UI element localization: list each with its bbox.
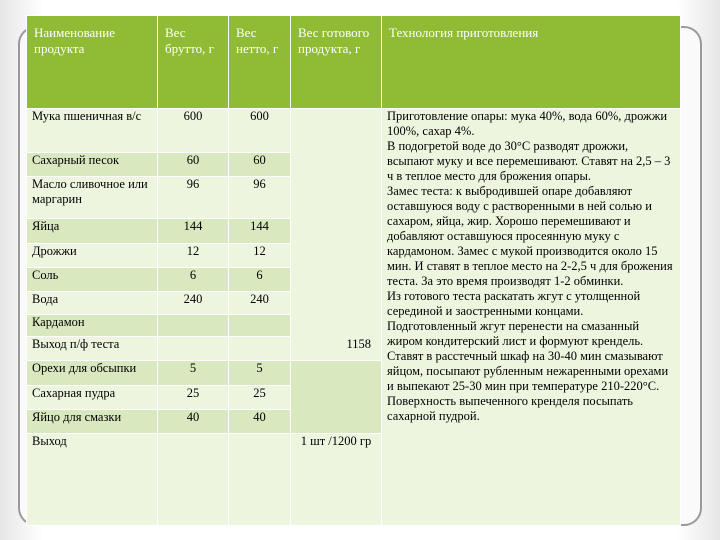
ingredient-name: Вода — [27, 292, 158, 315]
ingredient-brutto: 96 — [158, 177, 229, 219]
ingredient-netto: 25 — [229, 386, 291, 410]
ingredient-netto: 144 — [229, 219, 291, 244]
semi-output-name: Выход п/ф теста — [27, 337, 158, 361]
ingredient-netto: 60 — [229, 153, 291, 177]
header-tech: Технология приготовления — [382, 16, 681, 109]
header-ready: Вес готового продукта, г — [291, 16, 382, 109]
ingredient-brutto — [158, 315, 229, 337]
ingredient-netto: 6 — [229, 268, 291, 292]
empty-cell — [229, 434, 291, 526]
ingredient-name: Яйцо для смазки — [27, 410, 158, 434]
ingredient-name: Соль — [27, 268, 158, 292]
ingredient-brutto: 12 — [158, 244, 229, 268]
ingredient-netto: 40 — [229, 410, 291, 434]
ingredient-brutto: 25 — [158, 386, 229, 410]
ingredient-netto — [229, 315, 291, 337]
empty-cell — [229, 337, 291, 361]
technology-text: Приготовление опары: мука 40%, вода 60%, дрожжи 100%, сахар 4%. В подогретой воде до 30°С разводят дрожжи, всыпают муку и все перемешивают. Ставят на 2,5 – 3 ч в теплое место для брожения опары. Замес теста: к выбродившей опаре добавляют оставшуюся воду с растворенными в ней солью и сахаром, яйца, жир. Хорошо перемешивают и добавляют оставшуюся просеянную муку с кардамоном. Замес с мукой производится около 15 мин. И ставят в теплое место на 2-2,5 ч для брожения теста. За это время производят 1-2 обминки. Из готового теста раскатать жгут с утолщенной серединой и заостренными концами. Подготовленный жгут перенести на смазанный жиром кондитерский лист и формуют крендель. Ставят в расстечный шкаф на 30-40 мин смазывают яйцом, посыпают рубленным нежаренными орехами и выпекают 25-30 мин при температуре 210-220°С. Поверхность выпеченного кренделя посыпать сахарной пудрой. — [382, 109, 681, 526]
ingredient-name: Яйца — [27, 219, 158, 244]
ingredient-brutto: 240 — [158, 292, 229, 315]
recipe-table — [26, 15, 681, 526]
ingredient-netto: 96 — [229, 177, 291, 219]
ingredient-brutto: 5 — [158, 361, 229, 386]
table-row — [27, 109, 681, 153]
final-output-ready: 1 шт /1200 гр — [291, 434, 382, 526]
ingredient-name: Орехи для обсыпки — [27, 361, 158, 386]
header-brutto: Вес брутто, г — [158, 16, 229, 109]
ingredient-brutto: 60 — [158, 153, 229, 177]
header-row — [27, 16, 681, 109]
ingredient-name: Масло сливочное или маргарин — [27, 177, 158, 219]
header-netto: Вес нетто, г — [229, 16, 291, 109]
ingredient-name: Сахарный песок — [27, 153, 158, 177]
ingredient-brutto: 600 — [158, 109, 229, 153]
final-output-name: Выход — [27, 434, 158, 526]
semi-output-ready: 1158 — [346, 337, 371, 351]
ingredient-brutto: 40 — [158, 410, 229, 434]
empty-cell — [158, 337, 229, 361]
ingredient-netto: 5 — [229, 361, 291, 386]
ingredient-name: Дрожжи — [27, 244, 158, 268]
ingredient-netto: 600 — [229, 109, 291, 153]
ingredient-name: Кардамон — [27, 315, 158, 337]
ingredient-name: Сахарная пудра — [27, 386, 158, 410]
ready-weight-cell — [291, 109, 382, 361]
semi-output-ready-cell — [291, 337, 382, 434]
ingredient-netto: 240 — [229, 292, 291, 315]
empty-cell — [158, 434, 229, 526]
header-name: Наименование продукта — [27, 16, 158, 109]
ingredient-name: Мука пшеничная в/с — [27, 109, 158, 153]
ingredient-brutto: 6 — [158, 268, 229, 292]
ingredient-netto: 12 — [229, 244, 291, 268]
ingredient-brutto: 144 — [158, 219, 229, 244]
